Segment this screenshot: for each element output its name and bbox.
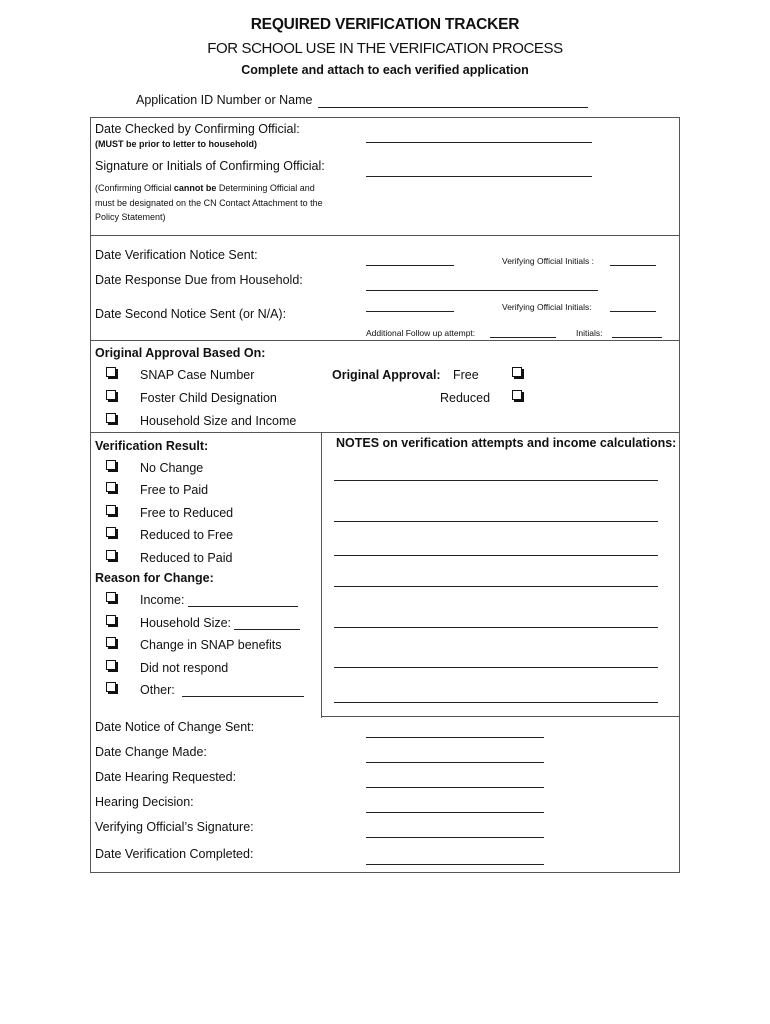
- notice-sent-field[interactable]: [366, 265, 454, 266]
- notice-of-change-field[interactable]: [366, 737, 544, 738]
- section-divider-3: [90, 432, 680, 433]
- initials-1-field[interactable]: [610, 265, 656, 266]
- reason-snap-change-label: Change in SNAP benefits: [140, 638, 282, 652]
- form-title: REQUIRED VERIFICATION TRACKER: [250, 16, 520, 33]
- reason-no-response-label: Did not respond: [140, 661, 229, 675]
- hearing-requested-label: Date Hearing Requested:: [95, 770, 237, 784]
- notes-line-5[interactable]: [334, 627, 658, 628]
- initials-2-field[interactable]: [610, 311, 656, 312]
- result-free-to-paid-checkbox[interactable]: [106, 482, 116, 492]
- snap-case-checkbox[interactable]: [106, 367, 116, 377]
- reason-income-label: Income:: [140, 593, 185, 607]
- reason-other-label: Other:: [140, 683, 175, 697]
- form-subtitle: FOR SCHOOL USE IN THE VERIFICATION PROCESS: [207, 40, 563, 57]
- second-notice-field[interactable]: [366, 311, 454, 312]
- reason-household-size-checkbox[interactable]: [106, 615, 116, 625]
- section-divider-2: [90, 340, 680, 341]
- notes-box-bottom-border: [321, 716, 680, 717]
- approval-free-label: Free: [453, 368, 479, 382]
- signature-field[interactable]: [366, 176, 592, 177]
- verification-completed-field[interactable]: [366, 864, 544, 865]
- followup-field[interactable]: [490, 337, 556, 338]
- reason-other-checkbox[interactable]: [106, 682, 116, 692]
- form-right-border-upper: [679, 117, 680, 717]
- response-due-label: Date Response Due from Household:: [95, 273, 303, 287]
- result-reduced-to-free-checkbox[interactable]: [106, 527, 116, 537]
- foster-child-checkbox[interactable]: [106, 390, 116, 400]
- notes-line-6[interactable]: [334, 667, 658, 668]
- approval-free-checkbox[interactable]: [512, 367, 522, 377]
- initials-2-label: Verifying Official Initials:: [502, 302, 592, 312]
- official-signature-label: Verifying Official’s Signature:: [95, 820, 254, 834]
- second-notice-label: Date Second Notice Sent (or N/A):: [95, 307, 287, 321]
- notes-line-7[interactable]: [334, 702, 658, 703]
- notes-box-left-border: [321, 432, 322, 718]
- notes-line-2[interactable]: [334, 521, 658, 522]
- reason-for-change-heading: Reason for Change:: [95, 571, 214, 585]
- application-id-field[interactable]: [318, 107, 588, 108]
- hearing-decision-field[interactable]: [366, 812, 544, 813]
- verification-result-heading: Verification Result:: [95, 439, 209, 453]
- notes-line-1[interactable]: [334, 480, 658, 481]
- notice-of-change-label: Date Notice of Change Sent:: [95, 720, 255, 734]
- original-approval-heading: Original Approval Based On:: [95, 346, 266, 360]
- reason-other-field[interactable]: [182, 696, 304, 697]
- section-divider-1: [90, 235, 680, 236]
- result-free-to-reduced-checkbox[interactable]: [106, 505, 116, 515]
- application-id-label: Application ID Number or Name: [136, 93, 313, 107]
- household-income-label: Household Size and Income: [140, 414, 297, 428]
- result-no-change-checkbox[interactable]: [106, 460, 116, 470]
- confirming-official-note: (Confirming Official cannot be Determining Official and must be designated on the CN Contact Attachment to the Policy Statement): [95, 183, 323, 222]
- result-free-to-reduced-label: Free to Reduced: [140, 506, 234, 520]
- reason-income-field[interactable]: [188, 606, 298, 607]
- household-income-checkbox[interactable]: [106, 413, 116, 423]
- date-checked-field[interactable]: [366, 142, 592, 143]
- reason-household-size-field[interactable]: [234, 629, 300, 630]
- hearing-requested-field[interactable]: [366, 787, 544, 788]
- approval-reduced-label: Reduced: [440, 391, 491, 405]
- result-no-change-label: No Change: [140, 461, 204, 475]
- hearing-decision-label: Hearing Decision:: [95, 795, 194, 809]
- official-signature-field[interactable]: [366, 837, 544, 838]
- verification-completed-label: Date Verification Completed:: [95, 847, 254, 861]
- approval-reduced-checkbox[interactable]: [512, 390, 522, 400]
- form-bottom-border: [90, 872, 680, 873]
- reason-no-response-checkbox[interactable]: [106, 660, 116, 670]
- result-free-to-paid-label: Free to Paid: [140, 483, 209, 497]
- original-approval-label: Original Approval:: [332, 368, 441, 382]
- snap-case-label: SNAP Case Number: [140, 368, 255, 382]
- result-reduced-to-paid-checkbox[interactable]: [106, 550, 116, 560]
- reason-income-checkbox[interactable]: [106, 592, 116, 602]
- signature-label: Signature or Initials of Confirming Official:: [95, 159, 325, 173]
- notes-line-3[interactable]: [334, 555, 658, 556]
- notice-sent-label: Date Verification Notice Sent:: [95, 248, 258, 262]
- notes-heading: NOTES on verification attempts and income calculations:: [336, 436, 677, 450]
- form-left-border: [90, 117, 91, 873]
- initials-1-label: Verifying Official Initials :: [502, 256, 594, 266]
- change-made-label: Date Change Made:: [95, 745, 207, 759]
- reason-snap-change-checkbox[interactable]: [106, 637, 116, 647]
- reason-household-size-label: Household Size:: [140, 616, 232, 630]
- foster-child-label: Foster Child Designation: [140, 391, 277, 405]
- form-instruction: Complete and attach to each verified application: [241, 63, 529, 77]
- result-reduced-to-paid-label: Reduced to Paid: [140, 551, 233, 565]
- date-checked-label: Date Checked by Confirming Official:: [95, 122, 300, 136]
- response-due-field[interactable]: [366, 290, 598, 291]
- form-right-border-lower: [679, 717, 680, 873]
- date-checked-note: (MUST be prior to letter to household): [95, 139, 257, 149]
- form-top-border: [90, 117, 680, 118]
- initials-3-field[interactable]: [612, 337, 662, 338]
- followup-label: Additional Follow up attempt:: [366, 328, 476, 338]
- result-reduced-to-free-label: Reduced to Free: [140, 528, 234, 542]
- initials-3-label: Initials:: [576, 328, 603, 338]
- change-made-field[interactable]: [366, 762, 544, 763]
- notes-line-4[interactable]: [334, 586, 658, 587]
